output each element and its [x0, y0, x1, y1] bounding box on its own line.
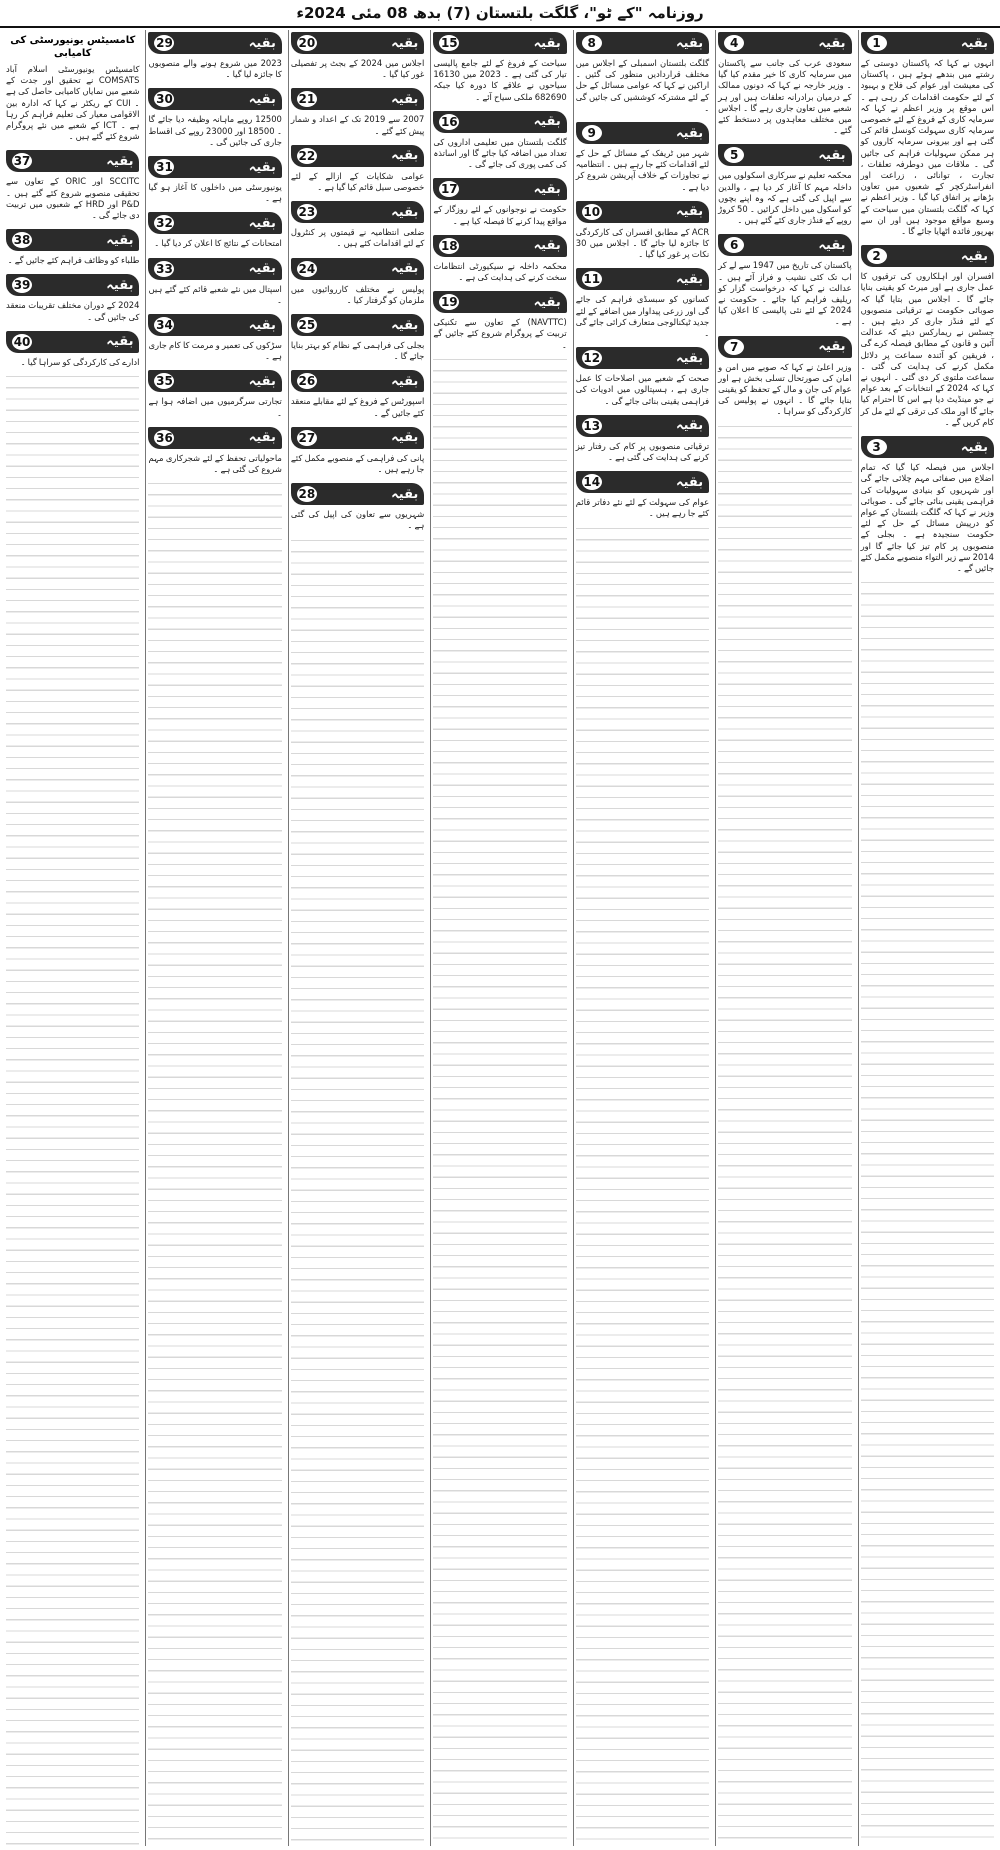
article-text: تجارتی سرگرمیوں میں اضافہ ہوا ہے ۔ — [148, 396, 282, 418]
news-columns — [4, 30, 996, 1846]
continuation-article — [148, 370, 281, 418]
continuation-label: بقیہ — [248, 35, 276, 51]
continuation-tag — [6, 331, 139, 353]
continuation-number: 32 — [156, 216, 173, 231]
continuation-article — [433, 32, 566, 103]
continuation-article — [148, 156, 281, 204]
continuation-article — [576, 32, 709, 114]
continuation-label: بقیہ — [675, 35, 704, 51]
continuation-tag — [576, 347, 709, 369]
continuation-article — [291, 370, 424, 418]
continuation-number: 7 — [724, 339, 744, 355]
text-lines-filler — [433, 359, 566, 1846]
article-text: SCCITC اور ORIC کے تعاون سے تحقیقی منصوبے شروع کئے گئے ہیں ۔ P&D اور HRD کے شعبوں میں تربیت دی جائے گی ۔ — [6, 176, 140, 221]
continuation-tag — [148, 88, 281, 110]
continuation-number: 40 — [13, 334, 31, 349]
continuation-article — [861, 436, 994, 574]
continuation-article — [6, 34, 139, 142]
news-column — [288, 30, 426, 1846]
continuation-article — [718, 32, 851, 136]
text-lines-filler — [718, 426, 851, 1846]
continuation-label: بقیہ — [391, 148, 419, 164]
continuation-label: بقیہ — [675, 474, 704, 490]
continuation-label: بقیہ — [675, 271, 704, 287]
news-column — [430, 30, 568, 1846]
article-text: حکومت نے نوجوانوں کے لئے روزگار کے مواقع پیدا کرنے کا فیصلہ کیا ہے ۔ — [433, 204, 567, 226]
continuation-number: 2 — [867, 248, 887, 264]
continuation-label: بقیہ — [391, 91, 419, 107]
continuation-number: 15 — [440, 36, 458, 50]
continuation-label: بقیہ — [533, 181, 561, 197]
continuation-tag — [148, 156, 281, 178]
continuation-label: بقیہ — [391, 430, 419, 446]
article-text: سیاحت کے فروغ کے لئے جامع پالیسی تیار کی گئی ہے ۔ 2023 میں 16130 سیاحوں نے علاقے کا دورہ کیا جبکہ 682690 ملکی سیاح آئے ۔ — [433, 58, 567, 102]
continuation-tag — [6, 274, 139, 296]
continuation-article — [576, 122, 709, 193]
continuation-label: بقیہ — [248, 215, 276, 231]
continuation-tag — [576, 471, 709, 493]
continuation-tag — [148, 32, 281, 54]
continuation-label: بقیہ — [106, 153, 134, 169]
continuation-number: 3 — [867, 439, 887, 455]
article-text: وزیر اعلیٰ نے کہا کہ صوبے میں امن و امان کی صورتحال تسلی بخش ہے اور عوام کی جان و مال کے تحفظ کو یقینی بنایا جائے گا ۔ انہوں نے پولیس کی کارکردگی کو سراہا ۔ — [718, 361, 852, 417]
article-text: پولیس نے مختلف کارروائیوں میں ملزمان کو گرفتار کیا ۔ — [290, 283, 425, 305]
article-text: یونیورسٹی میں داخلوں کا آغاز ہو گیا ہے ۔ — [148, 182, 282, 204]
continuation-number: 34 — [156, 318, 173, 333]
article-text: گلگت بلتستان اسمبلی کے اجلاس میں مختلف قراردادیں منظور کی گئیں ۔ اراکین نے کہا کہ عوامی مسائل کے حل کے لئے مشترکہ کوششیں کی جائیں گی ۔ — [575, 58, 710, 113]
continuation-tag — [861, 436, 994, 458]
continuation-label: بقیہ — [248, 91, 276, 107]
continuation-number: 16 — [440, 114, 458, 129]
continuation-number: 18 — [440, 238, 458, 253]
continuation-article — [148, 212, 281, 249]
continuation-label: بقیہ — [391, 486, 419, 502]
continuation-article — [291, 483, 424, 531]
continuation-label: بقیہ — [818, 147, 846, 163]
continuation-number: 14 — [583, 475, 601, 490]
continuation-tag — [576, 122, 709, 144]
continuation-tag — [718, 144, 851, 166]
continuation-tag — [718, 32, 851, 54]
article-text: محکمہ داخلہ نے سیکیورٹی انتظامات سخت کرنے کی ہدایت کی ہے ۔ — [433, 260, 567, 283]
continuation-number: 6 — [724, 237, 744, 253]
text-lines-filler — [576, 528, 709, 1846]
continuation-tag — [6, 229, 139, 251]
continuation-article — [576, 347, 709, 407]
continuation-article — [291, 258, 424, 306]
continuation-number: 26 — [298, 374, 316, 389]
article-text: 12500 روپے ماہانہ وظیفہ دیا جائے گا ۔ 18500 اور 23000 روپے کی اقساط جاری کی جائیں گی ۔ — [148, 114, 282, 147]
continuation-number: 39 — [13, 278, 31, 293]
continuation-label: بقیہ — [248, 317, 276, 333]
continuation-tag — [148, 212, 281, 234]
continuation-tag — [291, 370, 424, 392]
continuation-article — [291, 314, 424, 362]
article-text: صحت کے شعبے میں اصلاحات کا عمل جاری ہے ، ہسپتالوں میں ادویات کی فراہمی یقینی بنائی جائے گی ۔ — [575, 373, 710, 406]
continuation-number: 8 — [582, 35, 602, 51]
continuation-number: 1 — [867, 35, 887, 51]
continuation-tag — [291, 145, 424, 167]
continuation-article — [718, 144, 851, 226]
continuation-label: بقیہ — [533, 35, 561, 51]
continuation-number: 4 — [724, 35, 744, 51]
article-text: عوام کی سہولت کے لئے نئے دفاتر قائم کئے جا رہے ہیں ۔ — [575, 497, 710, 519]
continuation-article — [148, 32, 281, 80]
continuation-article — [291, 88, 424, 136]
continuation-tag — [718, 234, 851, 256]
news-column — [858, 30, 996, 1846]
continuation-article — [291, 32, 424, 80]
continuation-article — [576, 268, 709, 339]
continuation-tag — [291, 88, 424, 110]
continuation-label: بقیہ — [533, 294, 561, 310]
continuation-tag — [291, 427, 424, 449]
continuation-article — [6, 229, 139, 266]
continuation-label: بقیہ — [675, 204, 704, 220]
article-text: سعودی عرب کی جانب سے پاکستان میں سرمایہ کاری کا خیر مقدم کیا گیا ۔ وزیر خارجہ نے کہا کہ دونوں ممالک کے درمیان برادرانہ تعلقات ہیں اور ہر شعبے میں تعاون جاری رہے گا ۔ اجلاس میں مختلف معاہدوں پر دستخط کئے گئے ۔ — [718, 58, 852, 136]
continuation-number: 35 — [156, 374, 173, 389]
news-column — [145, 30, 283, 1846]
continuation-tag — [291, 201, 424, 223]
article-text: ماحولیاتی تحفظ کے لئے شجرکاری مہم شروع کی گئی ہے ۔ — [148, 452, 282, 475]
article-headline: کامسیٹس یونیورسٹی کی کامیابی — [10, 35, 136, 59]
continuation-article — [148, 314, 281, 362]
article-text: شہر میں ٹریفک کے مسائل کے حل کے لئے اقدامات کئے جا رہے ہیں ۔ انتظامیہ نے تجاوزات کے خلاف آپریشن شروع کر دیا ہے ۔ — [575, 148, 710, 192]
continuation-article — [718, 336, 851, 418]
continuation-label: بقیہ — [960, 35, 988, 51]
article-text: 2007 سے 2019 تک کے اعداد و شمار پیش کئے گئے ۔ — [290, 114, 425, 136]
continuation-tag — [433, 32, 566, 54]
article-text: محکمہ تعلیم نے سرکاری اسکولوں میں داخلہ مہم کا آغاز کر دیا ہے ، والدین سے اپیل کی گئی ہے کہ وہ اپنے بچوں کو اسکول میں داخل کرائیں ۔ 50 کروڑ روپے کے فنڈز جاری کئے گئے ہیں ۔ — [718, 170, 852, 226]
continuation-article — [291, 201, 424, 249]
continuation-tag — [861, 32, 994, 54]
continuation-label: بقیہ — [391, 317, 419, 333]
article-text: سڑکوں کی تعمیر و مرمت کا کام جاری ہے ۔ — [148, 340, 282, 362]
continuation-article — [6, 150, 139, 221]
continuation-tag — [576, 268, 709, 290]
continuation-number: 23 — [298, 205, 316, 220]
news-column — [715, 30, 853, 1846]
continuation-tag — [861, 245, 994, 267]
continuation-number: 13 — [583, 418, 601, 433]
continuation-tag — [433, 178, 566, 200]
continuation-number: 36 — [156, 430, 173, 445]
continuation-number: 12 — [583, 351, 601, 366]
continuation-label: بقیہ — [248, 430, 276, 446]
article-text: اجلاس میں فیصلہ کیا گیا کہ تمام اضلاع میں صفائی مہم چلائی جائے گی اور شہریوں کو بنیادی سہولیات کی فراہمی یقینی بنائی جائے گی ۔ صوبائی وزیر نے کہا کہ گلگت بلتستان کے عوام کو درپیش مسائل کے حل کے لئے حکومت سنجیدہ ہے ۔ بجلی کے منصوبوں پر کام تیز کیا جائے گا اور 2014 سے زیر التواء منصوبے مکمل کئے جائیں گے ۔ — [860, 462, 994, 573]
continuation-number: 10 — [583, 204, 601, 219]
article-text: اسپتال میں نئے شعبے قائم کئے گئے ہیں ۔ — [148, 283, 282, 305]
article-text: کسانوں کو سبسڈی فراہم کی جائے گی اور زرعی پیداوار میں اضافے کے لئے جدید ٹیکنالوجی متعارف کرائی جائے گی ۔ — [575, 294, 710, 339]
continuation-tag — [291, 258, 424, 280]
continuation-number: 38 — [13, 233, 31, 248]
continuation-article — [861, 245, 994, 428]
continuation-label: بقیہ — [106, 334, 134, 350]
article-text: (NAVTTC) کے تعاون سے تکنیکی تربیت کے پروگرام شروع کئے جائیں گے ۔ — [433, 317, 567, 350]
article-text: انہوں نے کہا کہ پاکستان دوستی کے رشتے میں بندھے ہوئے ہیں ، پاکستان کی معیشت اور عوام کی فلاح و بہبود کے لئے حکومت اقدامات کر رہی ہے ۔ اس موقع پر وزیر اعظم نے کہا کہ سرمایہ کاری کے فروغ کے لئے خصوصی سرمایہ کاری سہولت کونسل قائم کی گئی ہے اور بیرونی سرمایہ کاروں کو ہر ممکن سہولیات فراہم کی جائیں گی ۔ ملاقات میں دوطرفہ تعلقات ، تجارت ، توانائی ، زراعت اور انفراسٹرکچر کے شعبوں میں تعاون بڑھانے پر اتفاق کیا گیا ۔ وزیر اعظم نے کہا کہ گلگت بلتستان میں سیاحت کے وسیع مواقع موجود ہیں اور ان سے بھرپور فائدہ اٹھایا جائے گا ۔ — [860, 58, 994, 237]
article-text: اسپورٹس کے فروغ کے لئے مقابلے منعقد کئے جائیں گے ۔ — [290, 396, 425, 418]
continuation-article — [148, 88, 281, 148]
news-column — [573, 30, 711, 1846]
continuation-article — [433, 235, 566, 283]
continuation-number: 25 — [298, 318, 316, 333]
continuation-tag — [291, 483, 424, 505]
continuation-tag — [148, 370, 281, 392]
article-text: گلگت بلتستان میں تعلیمی اداروں کی تعداد میں اضافہ کیا جائے گا اور اساتذہ کی کمی پوری کی جائے گی ۔ — [433, 136, 567, 170]
continuation-label: بقیہ — [818, 35, 846, 51]
continuation-tag — [433, 291, 566, 313]
continuation-tag — [291, 314, 424, 336]
continuation-number: 37 — [13, 154, 31, 169]
text-lines-filler — [291, 540, 424, 1846]
article-text: اجلاس میں 2024 کے بجٹ پر تفصیلی غور کیا گیا ۔ — [290, 58, 425, 80]
masthead: روزنامہ "کے ٹو"، گلگت بلتستان (7) بدھ 08 مئی 2024ء — [0, 0, 1000, 28]
continuation-label: بقیہ — [391, 261, 419, 277]
continuation-tag — [148, 427, 281, 449]
continuation-article — [861, 32, 994, 237]
article-text: پاکستان کی تاریخ میں 1947 سے لے کر اب تک کئی نشیب و فراز آئے ہیں ۔ عدالت نے کہا کہ درخواست گزار کو ریلیف فراہم کیا جائے ۔ حکومت نے 2024 کے لئے نئی پالیسی کا اعلان کیا ہے ۔ — [718, 260, 852, 327]
article-text: ترقیاتی منصوبوں پر کام کی رفتار تیز کرنے کی ہدایت کی گئی ہے ۔ — [575, 440, 710, 463]
continuation-number: 9 — [582, 125, 602, 141]
continuation-tag — [291, 32, 424, 54]
continuation-number: 21 — [298, 92, 316, 107]
continuation-article — [433, 178, 566, 226]
continuation-label: بقیہ — [960, 248, 988, 264]
continuation-article — [6, 331, 139, 368]
continuation-label: بقیہ — [391, 35, 419, 51]
continuation-article — [433, 111, 566, 171]
continuation-label: بقیہ — [248, 261, 276, 277]
continuation-article — [148, 258, 281, 306]
continuation-number: 22 — [298, 148, 316, 163]
continuation-label: بقیہ — [533, 238, 561, 254]
continuation-number: 20 — [298, 36, 316, 50]
continuation-number: 31 — [156, 160, 173, 175]
article-text: شہریوں سے تعاون کی اپیل کی گئی ہے ۔ — [290, 509, 425, 531]
article-text: پانی کی فراہمی کے منصوبے مکمل کئے جا رہے ہیں ۔ — [290, 452, 425, 475]
continuation-tag — [576, 415, 709, 437]
article-text: 2024 کے دوران مختلف تقریبات منعقد کی جائیں گی ۔ — [6, 300, 140, 322]
article-text: طلباء کو وظائف فراہم کئے جائیں گے ۔ — [7, 255, 140, 266]
continuation-number: 30 — [156, 92, 173, 107]
continuation-number: 17 — [440, 182, 458, 197]
continuation-label: بقیہ — [533, 114, 561, 130]
continuation-number: 11 — [583, 272, 601, 287]
continuation-number: 19 — [440, 295, 458, 310]
continuation-tag — [433, 235, 566, 257]
article-text: کامسیٹس یونیورسٹی اسلام آباد COMSATS نے تحقیق اور جدت کے شعبے میں نمایاں کامیابی حاصل کی ہے ۔ CUI کے ریکٹر نے کہا کہ ادارہ بین الاقوامی معیار کی تعلیم فراہم کر رہا ہے ۔ ICT کے شعبے میں نئے پروگرام شروع کئے گئے ہیں ۔ — [6, 64, 140, 142]
continuation-label: بقیہ — [391, 204, 419, 220]
continuation-label: بقیہ — [675, 418, 704, 434]
article-text: ادارے کی کارکردگی کو سراہا گیا ۔ — [20, 356, 140, 367]
article-text: امتحانات کے نتائج کا اعلان کر دیا گیا ۔ — [154, 238, 282, 249]
continuation-number: 27 — [298, 430, 316, 445]
continuation-label: بقیہ — [106, 277, 134, 293]
continuation-article — [576, 201, 709, 261]
continuation-tag — [718, 336, 851, 358]
continuation-label: بقیہ — [675, 125, 704, 141]
continuation-number: 5 — [724, 147, 744, 163]
article-text: ACR کے مطابق افسران کی کارکردگی کا جائزہ لیا جائے گا ۔ اجلاس میں 30 نکات پر غور کیا گیا ۔ — [575, 226, 710, 260]
text-lines-filler — [6, 376, 139, 1846]
continuation-article — [576, 415, 709, 463]
continuation-article — [433, 291, 566, 351]
continuation-article — [148, 427, 281, 475]
article-text: عوامی شکایات کے ازالے کے لئے خصوصی سیل قائم کیا گیا ہے ۔ — [290, 170, 425, 193]
article-text: 2023 میں شروع ہونے والے منصوبوں کا جائزہ لیا گیا ۔ — [148, 58, 282, 80]
continuation-tag — [576, 32, 709, 54]
text-lines-filler — [148, 483, 281, 1846]
continuation-number: 33 — [156, 261, 173, 276]
continuation-article — [291, 427, 424, 475]
continuation-article — [291, 145, 424, 193]
continuation-article — [6, 274, 139, 322]
continuation-label: بقیہ — [106, 232, 134, 248]
article-text: ضلعی انتظامیہ نے قیمتوں پر کنٹرول کے لئے اقدامات کئے ہیں ۔ — [290, 227, 425, 249]
continuation-label: بقیہ — [248, 159, 276, 175]
article-text: بجلی کی فراہمی کے نظام کو بہتر بنایا جائے گا ۔ — [290, 340, 425, 362]
continuation-tag — [576, 201, 709, 223]
news-column — [4, 30, 141, 1846]
continuation-label: بقیہ — [960, 439, 988, 455]
continuation-label: بقیہ — [248, 373, 276, 389]
continuation-label: بقیہ — [818, 339, 846, 355]
continuation-number: 28 — [298, 487, 316, 502]
article-text: افسران اور اہلکاروں کی ترقیوں کا عمل جاری ہے اور میرٹ کو یقینی بنایا جائے گا ۔ اجلاس میں بتایا گیا کہ صوبائی حکومت نے ترقیاتی منصوبوں کے لئے فنڈز جاری کر دیئے ہیں ۔ جسٹس نے ریمارکس دیئے کہ عدالت آئین و قانون کے مطابق فیصلہ کرے گی ، فریقین کو آئندہ سماعت پر دلائل مکمل کرنے کی ہدایت کی گئی ۔ سماعت ملتوی کر دی گئی ۔ انہوں نے کہا کہ 2024 کے انتخابات کے بعد عوام نے جو مینڈیٹ دیا ہے اس کا احترام کیا جائے گا اور ملک کی ترقی کے لئے مل کر کام کریں گے ۔ — [860, 271, 994, 427]
continuation-label: بقیہ — [391, 373, 419, 389]
continuation-number: 24 — [298, 261, 316, 276]
continuation-label: بقیہ — [818, 237, 846, 253]
text-lines-filler — [861, 582, 994, 1846]
continuation-tag — [148, 314, 281, 336]
continuation-tag — [433, 111, 566, 133]
continuation-number: 29 — [156, 36, 173, 50]
continuation-label: بقیہ — [675, 350, 704, 366]
continuation-tag — [148, 258, 281, 280]
continuation-tag — [6, 150, 139, 172]
continuation-article — [576, 471, 709, 519]
continuation-article — [718, 234, 851, 327]
